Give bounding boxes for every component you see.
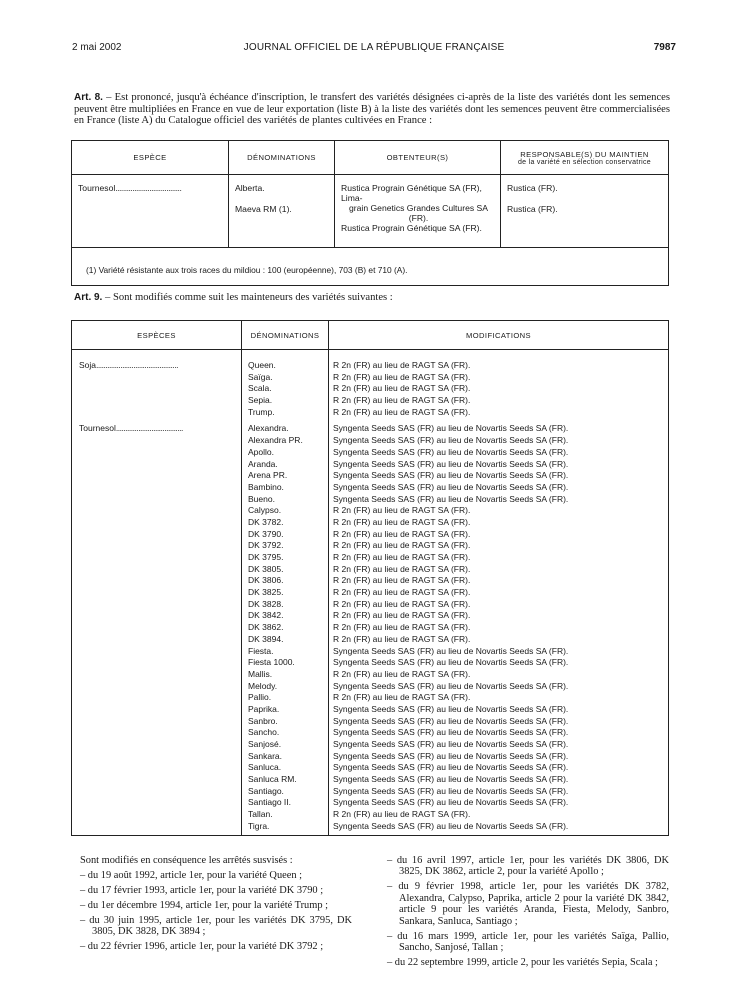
consequences-intro: Sont modifiés en conséquence les arrêtés susvisés :	[80, 855, 293, 866]
species-cell	[72, 821, 241, 833]
list-item: – du 22 septembre 1999, article 2, pour les variétés Sepia, Scala ;	[387, 957, 658, 969]
art9-table	[71, 320, 669, 836]
species-cell	[72, 372, 241, 384]
col-header-denominations: DÉNOMINATIONS	[242, 321, 329, 350]
modification-cell: Syngenta Seeds SAS (FR) au lieu de Novartis Seeds SA (FR).	[333, 481, 569, 492]
modification-cell: R 2n (FR) au lieu de RAGT SA (FR).	[333, 371, 471, 382]
art8-paragraph	[74, 92, 670, 127]
col-header-espece: ESPÈCE	[72, 141, 229, 175]
modification-cell: Syngenta Seeds SAS (FR) au lieu de Novartis Seeds SA (FR).	[333, 797, 569, 808]
responsables-subtitle: de la variété en sélection conservatrice	[517, 158, 651, 166]
species-cell	[72, 657, 241, 669]
modification-cell: Syngenta Seeds SAS (FR) au lieu de Novartis Seeds SA (FR).	[333, 470, 569, 481]
modifications-column	[329, 350, 669, 836]
denomination-cell: Sanbro.	[248, 715, 278, 726]
species-cell	[72, 552, 241, 564]
modification-cell: R 2n (FR) au lieu de RAGT SA (FR).	[333, 552, 471, 562]
modification-cell: R 2n (FR) au lieu de RAGT SA (FR).	[333, 587, 471, 598]
modification-cell: R 2n (FR) au lieu de RAGT SA (FR).	[333, 505, 471, 516]
modification-cell: R 2n (FR) au lieu de RAGT SA (FR).	[333, 809, 471, 820]
modification-cell: Syngenta Seeds SAS (FR) au lieu de Novartis Seeds SA (FR).	[333, 715, 569, 726]
list-item: – du 17 février 1993, article 1er, pour la variété DK 3790 ;	[80, 885, 324, 896]
modification-cell: R 2n (FR) au lieu de RAGT SA (FR).	[333, 360, 471, 370]
art8-species-cell	[72, 175, 229, 248]
species-cell	[72, 704, 241, 716]
modification-cell: Syngenta Seeds SAS (FR) au lieu de Novartis Seeds SA (FR).	[333, 680, 569, 691]
denomination-cell: Paprika.	[248, 703, 280, 714]
species-cell	[72, 797, 241, 809]
modification-cell: R 2n (FR) au lieu de RAGT SA (FR).	[333, 610, 471, 621]
modification-cell: Syngenta Seeds SAS (FR) au lieu de Novartis Seeds SA (FR).	[333, 645, 569, 656]
species-cell	[72, 529, 241, 541]
denomination-cell: Melody.	[248, 680, 278, 691]
modification-cell: Syngenta Seeds SAS (FR) au lieu de Novartis Seeds SA (FR).	[333, 785, 569, 796]
denomination-cell: DK 3842.	[248, 610, 284, 621]
denomination-cell: DK 3862.	[248, 622, 284, 633]
species-cell	[72, 786, 241, 798]
denomination-cell: Apollo.	[248, 446, 274, 457]
modification-cell: R 2n (FR) au lieu de RAGT SA (FR).	[333, 668, 471, 679]
obtenteur-line-1: Rustica Prograin Génétique SA (FR), Lima-	[341, 183, 482, 203]
col-header-especes: ESPÈCES	[72, 321, 242, 350]
modification-cell: R 2n (FR) au lieu de RAGT SA (FR).	[333, 528, 471, 539]
col-header-obtenteurs: OBTENTEUR(S)	[335, 141, 501, 175]
denomination-cell: Sancho.	[248, 727, 280, 738]
modification-cell: R 2n (FR) au lieu de RAGT SA (FR).	[333, 540, 471, 551]
page-number: 7987	[653, 42, 676, 53]
denomination-cell: Fiesta.	[248, 645, 274, 656]
denomination-cell: Mallis.	[248, 668, 273, 679]
list-item: – du 30 juin 1995, article 1er, pour les variétés DK 3795, DK 3805, DK 3828, DK 3894 ;	[80, 915, 352, 938]
species-cell	[72, 716, 241, 728]
modification-cell: Syngenta Seeds SAS (FR) au lieu de Novartis Seeds SA (FR).	[333, 435, 569, 446]
list-item: – du 1er décembre 1994, article 1er, pour la variété Trump ;	[80, 900, 329, 911]
species-cell	[72, 610, 241, 622]
species-cell	[72, 774, 241, 786]
art9-header-row	[72, 321, 669, 350]
modification-cell: R 2n (FR) au lieu de RAGT SA (FR).	[333, 395, 471, 406]
modification-cell: Syngenta Seeds SAS (FR) au lieu de Novartis Seeds SA (FR).	[333, 727, 569, 738]
denomination-cell: Santiago.	[248, 785, 284, 796]
art9-paragraph	[74, 292, 670, 304]
denomination-cell: Tigra.	[248, 820, 270, 831]
denomination-cell: Pallio.	[248, 692, 272, 703]
modification-cell: R 2n (FR) au lieu de RAGT SA (FR).	[333, 516, 471, 527]
header-date: 2 mai 2002	[72, 42, 122, 53]
denomination-cell: DK 3795.	[248, 552, 284, 562]
denomination-cell: Queen.	[248, 360, 276, 370]
denomination-cell: DK 3782.	[248, 516, 284, 527]
modification-cell: R 2n (FR) au lieu de RAGT SA (FR).	[333, 563, 471, 574]
species-label: Tournesol	[79, 423, 116, 434]
modification-cell: Syngenta Seeds SAS (FR) au lieu de Novartis Seeds SA (FR).	[333, 493, 569, 504]
art9-body-row	[72, 350, 669, 836]
art9-label: Art. 9.	[74, 292, 103, 303]
denomination-cell: DK 3792.	[248, 540, 284, 551]
denomination-cell: DK 3790.	[248, 528, 284, 539]
species-cell	[72, 622, 241, 634]
modification-cell: Syngenta Seeds SAS (FR) au lieu de Novartis Seeds SA (FR).	[333, 657, 569, 668]
species-cell	[72, 739, 241, 751]
species-label: Soja	[79, 360, 97, 370]
art8-text: – Est prononcé, jusqu'à échéance d'inscription, le transfert des variétés désignées ci-après de la liste des variétés dont les semences peuvent être multipliées en France en vue de leur exportation (liste B) à la liste des variétés dont les semences peuvent être commercialisées en France (liste A) du Catalogue officiel des variétés de plantes cultivées en France :	[74, 92, 671, 126]
denomination-cell: Tallan.	[248, 809, 273, 820]
art8-table	[71, 140, 669, 286]
modification-cell: Syngenta Seeds SAS (FR) au lieu de Novartis Seeds SA (FR).	[333, 423, 569, 434]
modification-cell: Syngenta Seeds SAS (FR) au lieu de Novartis Seeds SA (FR).	[333, 703, 569, 714]
denomination-cell: DK 3805.	[248, 563, 284, 574]
denominations-column	[242, 350, 329, 836]
denomination-maeva: Maeva RM (1).	[235, 204, 292, 214]
art8-denomination-cell	[229, 175, 335, 248]
art8-footnote-row	[72, 248, 669, 286]
obtenteur-line-2: grain Genetics Grandes Cultures SA (FR).	[349, 203, 488, 223]
denomination-cell: Calypso.	[248, 505, 282, 516]
modification-cell: R 2n (FR) au lieu de RAGT SA (FR).	[333, 575, 471, 586]
species-column	[72, 350, 242, 836]
denomination-cell: Scala.	[248, 383, 272, 394]
denomination-cell: DK 3828.	[248, 598, 284, 609]
species-label: Tournesol	[78, 183, 116, 193]
species-cell	[72, 505, 241, 517]
denomination-cell: Bueno.	[248, 493, 275, 504]
art8-obtenteur-cell	[335, 175, 501, 248]
species-cell	[72, 692, 241, 704]
species-cell	[72, 423, 241, 435]
list-item: – du 19 août 1992, article 1er, pour la variété Queen ;	[80, 870, 303, 881]
denomination-cell: Aranda.	[248, 458, 278, 469]
modification-cell: Syngenta Seeds SAS (FR) au lieu de Novartis Seeds SA (FR).	[333, 446, 569, 457]
journal-title: JOURNAL OFFICIEL DE LA RÉPUBLIQUE FRANÇAISE	[243, 42, 505, 53]
denomination-cell: Sanjosé.	[248, 739, 282, 749]
leader-dots: ............................................	[96, 360, 178, 370]
list-item: – du 16 avril 1997, article 1er, pour les variétés DK 3806, DK 3825, DK 3862, article 2, pour la variété Apollo ;	[387, 855, 669, 878]
denomination-cell: DK 3825.	[248, 587, 284, 598]
species-cell	[72, 459, 241, 471]
denomination-cell: DK 3806.	[248, 575, 284, 586]
col-header-denominations: DÉNOMINATIONS	[229, 141, 335, 175]
modification-cell: R 2n (FR) au lieu de RAGT SA (FR).	[333, 383, 471, 394]
denomination-cell: Alexandra PR.	[248, 435, 303, 446]
denomination-cell: Santiago II.	[248, 797, 292, 808]
species-cell	[72, 646, 241, 658]
species-cell	[72, 482, 241, 494]
art8-label: Art. 8.	[74, 92, 103, 103]
species-cell	[72, 681, 241, 693]
modification-cell: Syngenta Seeds SAS (FR) au lieu de Novartis Seeds SA (FR).	[333, 820, 569, 831]
leader-dots: ...................................	[115, 183, 182, 193]
responsable-maeva: Rustica (FR).	[507, 204, 558, 214]
species-cell	[72, 575, 241, 587]
modification-cell: Syngenta Seeds SAS (FR) au lieu de Novartis Seeds SA (FR).	[333, 458, 569, 469]
leader-dots: ....................................	[115, 423, 183, 434]
modification-cell: R 2n (FR) au lieu de RAGT SA (FR).	[333, 633, 471, 644]
species-cell	[72, 634, 241, 646]
species-cell	[72, 395, 241, 407]
denomination-cell: DK 3894.	[248, 633, 284, 644]
species-cell	[72, 517, 241, 529]
consequences-right-column	[387, 855, 669, 972]
modification-cell: R 2n (FR) au lieu de RAGT SA (FR).	[333, 406, 471, 417]
modification-cell: Syngenta Seeds SAS (FR) au lieu de Novartis Seeds SA (FR).	[333, 739, 569, 749]
species-cell	[72, 407, 241, 419]
modification-cell: Syngenta Seeds SAS (FR) au lieu de Novartis Seeds SA (FR).	[333, 762, 569, 773]
list-item: – du 9 février 1998, article 1er, pour les variétés DK 3782, Alexandra, Calypso, Paprika, article 2 pour la variété DK 3842, article 9 pour les variétés Aranda, Fiesta, Melody, Sanbro, Sankara, Sanluca, Santiago ;	[387, 881, 669, 927]
art8-footnote: (1) Variété résistante aux trois races du mildiou : 100 (européenne), 703 (B) et 710 (A).	[72, 248, 669, 286]
denomination-cell: Bambino.	[248, 481, 284, 492]
denomination-cell: Alexandra.	[248, 423, 289, 434]
denomination-cell: Sepia.	[248, 395, 273, 406]
species-cell	[72, 360, 241, 372]
species-cell	[72, 727, 241, 739]
species-cell	[72, 470, 241, 482]
consequences-left-column	[80, 855, 352, 956]
denomination-alberta: Alberta.	[235, 183, 265, 193]
art8-body-row	[72, 175, 669, 248]
modification-cell: Syngenta Seeds SAS (FR) au lieu de Novartis Seeds SA (FR).	[333, 750, 569, 761]
species-cell	[72, 447, 241, 459]
species-cell	[72, 435, 241, 447]
art9-text: – Sont modifiés comme suit les mainteneurs des variétés suivantes :	[102, 292, 393, 303]
species-cell	[72, 564, 241, 576]
species-cell	[72, 587, 241, 599]
art8-responsable-cell	[501, 175, 669, 248]
denomination-cell: Saïga.	[248, 371, 273, 382]
modification-cell: R 2n (FR) au lieu de RAGT SA (FR).	[333, 622, 471, 633]
denomination-cell: Sanluca RM.	[248, 774, 297, 785]
species-cell	[72, 540, 241, 552]
modification-cell: R 2n (FR) au lieu de RAGT SA (FR).	[333, 598, 471, 609]
species-cell	[72, 669, 241, 681]
responsable-alberta: Rustica (FR).	[507, 183, 558, 193]
list-item: – du 22 février 1996, article 1er, pour la variété DK 3792 ;	[80, 941, 324, 953]
species-cell	[72, 383, 241, 395]
modification-cell: Syngenta Seeds SAS (FR) au lieu de Novartis Seeds SA (FR).	[333, 774, 569, 785]
denomination-cell: Fiesta 1000.	[248, 657, 295, 668]
denomination-cell: Arena PR.	[248, 470, 288, 481]
species-cell	[72, 762, 241, 774]
species-cell	[72, 809, 241, 821]
modification-cell: R 2n (FR) au lieu de RAGT SA (FR).	[333, 692, 471, 703]
list-item: – du 16 mars 1999, article 1er, pour les variétés Saïga, Pallio, Sancho, Sanjosé, Tallan ;	[387, 930, 669, 954]
col-header-modifications: MODIFICATIONS	[329, 321, 669, 350]
denomination-cell: Sanluca.	[248, 762, 282, 773]
denomination-cell: Sankara.	[248, 750, 283, 761]
responsables-title: RESPONSABLE(S) DU MAINTIEN	[520, 149, 649, 159]
denomination-cell: Trump.	[248, 406, 275, 417]
col-header-responsables	[501, 141, 669, 175]
obtenteur-maeva: Rustica Prograin Génétique SA (FR).	[341, 223, 482, 233]
species-cell	[72, 599, 241, 611]
species-cell	[72, 751, 241, 763]
species-cell	[72, 494, 241, 506]
art8-header-row	[72, 141, 669, 175]
